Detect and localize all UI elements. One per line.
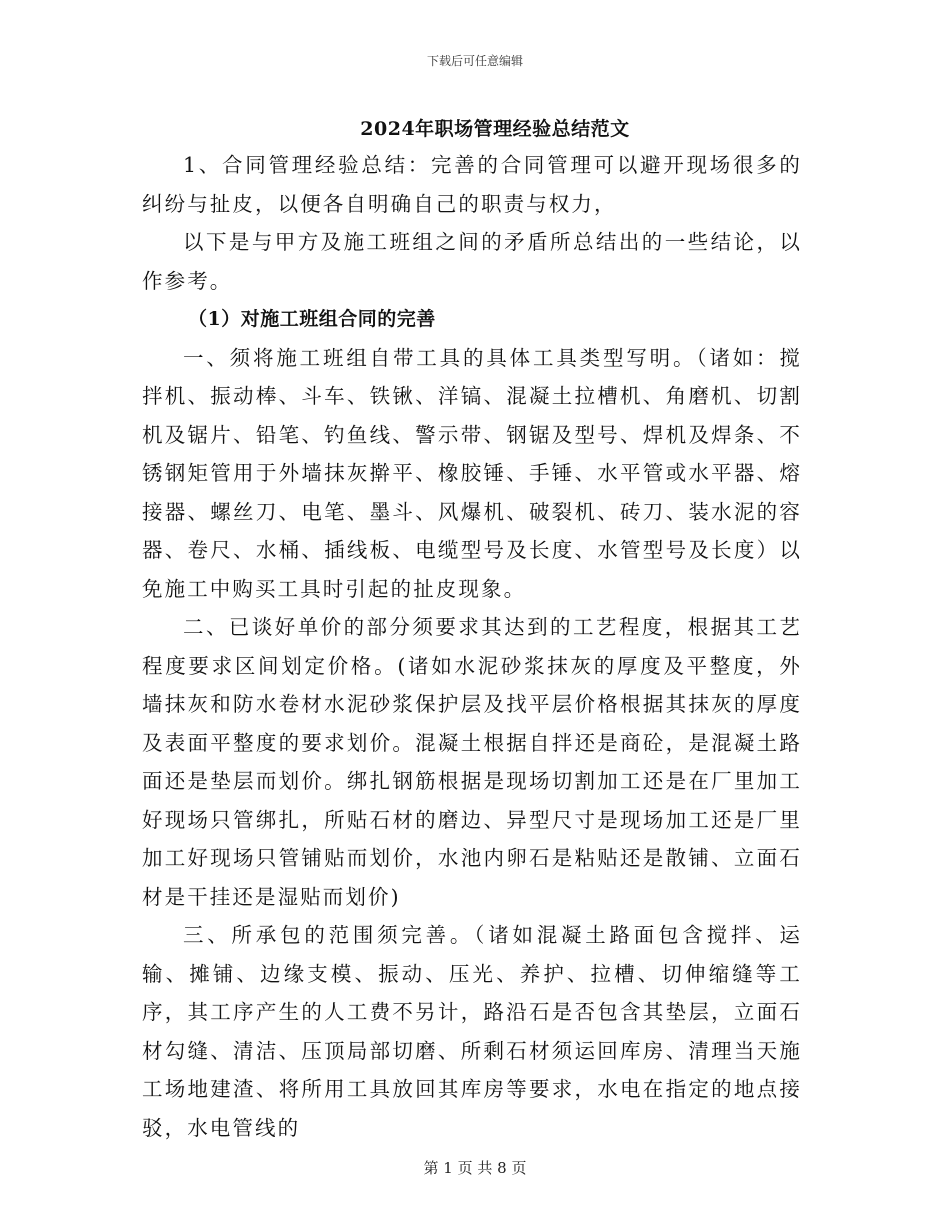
document-title: 2024年职场管理经验总结范文 [360, 118, 630, 140]
paragraph-conclusions-intro: 以下是与甲方及施工班组之间的矛盾所总结出的一些结论，以作参考。 [142, 230, 802, 293]
header-note: 下载后可任意编辑 [426, 54, 523, 68]
paragraph-scope: 三、所承包的范围须完善。（诸如混凝土路面包含搅拌、运输、摊铺、边缘支模、振动、压光、养护、拉槽、切伸缩缝等工序，其工序产生的人工费不另计，路沿石是否包含其垫层，立面石材勾缝、清洁、压顶局部切磨、所剩石材须运回库房、清理当天施工场地建渣、将所用工具放回其库房等要求，水电在指定的地点接驳，水电管线的 [142, 923, 802, 1140]
document-body [142, 146, 802, 1147]
page-footer: 第 1 页 共 8 页 [423, 1159, 527, 1177]
paragraph-pricing: 二、已谈好单价的部分须要求其达到的工艺程度，根据其工艺程度要求区间划定价格。(诸如水泥砂浆抹灰的厚度及平整度，外墙抹灰和防水卷材水泥砂浆保护层及找平层价格根据其抹灰的厚度及表面平整度的要求划价。混凝土根据自拌还是商砼，是混凝土路面还是垫层而划价。绑扎钢筋根据是现场切割加工还是在厂里加工好现场只管绑扎，所贴石材的磨边、异型尺寸是现场加工还是厂里加工好现场只管铺贴而划价，水池内卵石是粘贴还是散铺、立面石材是干挂还是湿贴而划价) [142, 615, 802, 909]
paragraph-contract-summary: 1、合同管理经验总结：完善的合同管理可以避开现场很多的纠纷与扯皮，以便各自明确自己的职责与权力， [142, 153, 802, 216]
section-heading: （1）对施工班组合同的完善 [188, 308, 436, 330]
paragraph-tools: 一、须将施工班组自带工具的具体工具类型写明。（诸如：搅拌机、振动棒、斗车、铁锹、洋镐、混凝土拉槽机、角磨机、切割机及锯片、铅笔、钓鱼线、警示带、钢锯及型号、焊机及焊条、不锈钢矩管用于外墙抹灰擀平、橡胶锤、手锤、水平管或水平器、熔接器、螺丝刀、电笔、墨斗、风爆机、破裂机、砖刀、装水泥的容器、卷尺、水桶、插线板、电缆型号及长度、水管型号及长度）以免施工中购买工具时引起的扯皮现象。 [142, 345, 802, 601]
